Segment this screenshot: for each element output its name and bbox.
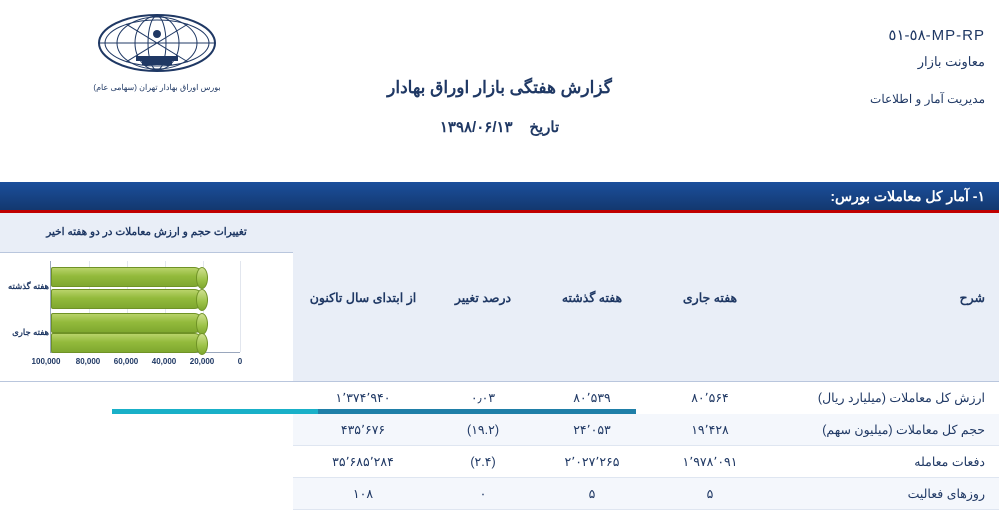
cell-current-week: ۱۹٬۴۲۸ <box>651 414 769 446</box>
chart-xtick-100000: 100,000 <box>31 357 61 366</box>
chart-xtick-20000: 20,000 <box>189 357 215 366</box>
tehran-stock-exchange-logo-icon <box>96 12 218 74</box>
column-header-description: شرح <box>769 213 999 382</box>
column-header-current-week: هفته جاری <box>651 213 769 382</box>
column-header-previous-week: هفته گذشته <box>533 213 651 382</box>
table-row <box>0 414 999 446</box>
cell-percent-change: ۰ <box>433 478 533 510</box>
footer-accent <box>0 409 999 414</box>
chart-category-label-previous: هفته گذشته <box>7 281 49 291</box>
report-date-label: تاریخ <box>529 119 560 136</box>
cell-percent-change: (۱۹.۲) <box>433 414 533 446</box>
footer-accent-blue <box>318 409 636 414</box>
footer-accent-cyan <box>112 409 318 414</box>
chart-title: تغییرات حجم و ارزش معاملات در دو هفته اخیر <box>0 213 293 253</box>
row-label-total-value: ارزش کل معاملات (میلیارد ریال) <box>769 382 999 414</box>
column-header-year-to-date: از ابتدای سال تاکنون <box>293 213 433 382</box>
chart-gridline <box>240 261 241 352</box>
chart-bar-current-volume <box>51 333 204 353</box>
chart-bar-previous-value <box>51 267 204 287</box>
chart-xtick-60000: 60,000 <box>113 357 139 366</box>
statistics-table <box>0 213 999 510</box>
row-label-active-days: روزهای فعالیت <box>769 478 999 510</box>
cell-previous-week: ۵ <box>533 478 651 510</box>
chart-bar-previous-volume <box>51 289 204 309</box>
statistics-table-wrapper <box>0 213 999 510</box>
cell-previous-week: ۲۴٬۰۵۳ <box>533 414 651 446</box>
cell-year-to-date: ۱۰۸ <box>293 478 433 510</box>
row-label-trade-count: دفعات معامله <box>769 446 999 478</box>
department-name: مدیریت آمار و اطلاعات <box>870 92 985 106</box>
cell-previous-week: ۸۰٬۵۳۹ <box>533 382 651 414</box>
cell-previous-week: ۲٬۰۲۷٬۲۶۵ <box>533 446 651 478</box>
report-date-value: ۱۳۹۸/۰۶/۱۳ <box>439 119 513 136</box>
document-code: MP-RP-٥٨-٥١ <box>888 27 985 44</box>
page-title: گزارش هفتگی بازار اوراق بهادار <box>387 78 612 97</box>
cell-year-to-date: ۳۵٬۶۸۵٬۲۸۴ <box>293 446 433 478</box>
column-header-percent-change: درصد تغییر <box>433 213 533 382</box>
cell-year-to-date: ۱٬۳۷۴٬۹۴۰ <box>293 382 433 414</box>
chart-plot-area <box>50 261 240 353</box>
chart-xtick-40000: 40,000 <box>151 357 177 366</box>
chart-category-label-current: هفته جاری <box>12 327 49 337</box>
cell-current-week: ۸۰٬۵۶۴ <box>651 382 769 414</box>
section-title: ۱- آمار کل معاملات بورس: <box>830 187 985 204</box>
chart-xtick-0: 0 <box>237 357 243 366</box>
table-row <box>0 478 999 510</box>
cell-current-week: ۱٬۹۷۸٬۰۹۱ <box>651 446 769 478</box>
organization-logo <box>92 12 222 92</box>
chart-cell <box>0 213 293 382</box>
chart-xtick-80000: 80,000 <box>75 357 101 366</box>
organization-unit: معاونت بازار <box>917 54 985 69</box>
cell-percent-change: ۰٫۰۳ <box>433 382 533 414</box>
cell-year-to-date: ۴۳۵٬۶۷۶ <box>293 414 433 446</box>
section-header-bar <box>0 182 999 210</box>
row-label-total-volume: حجم کل معاملات (میلیون سهم) <box>769 414 999 446</box>
chart-bar-current-value <box>51 313 204 333</box>
report-date <box>0 118 999 136</box>
table-header-row <box>0 213 999 382</box>
mini-bar-chart <box>0 253 293 381</box>
table-row <box>0 446 999 478</box>
cell-percent-change: (۲.۴) <box>433 446 533 478</box>
logo-caption: بورس اوراق بهادار تهران (سهامی عام) <box>93 83 221 92</box>
report-header <box>0 0 999 176</box>
cell-current-week: ۵ <box>651 478 769 510</box>
